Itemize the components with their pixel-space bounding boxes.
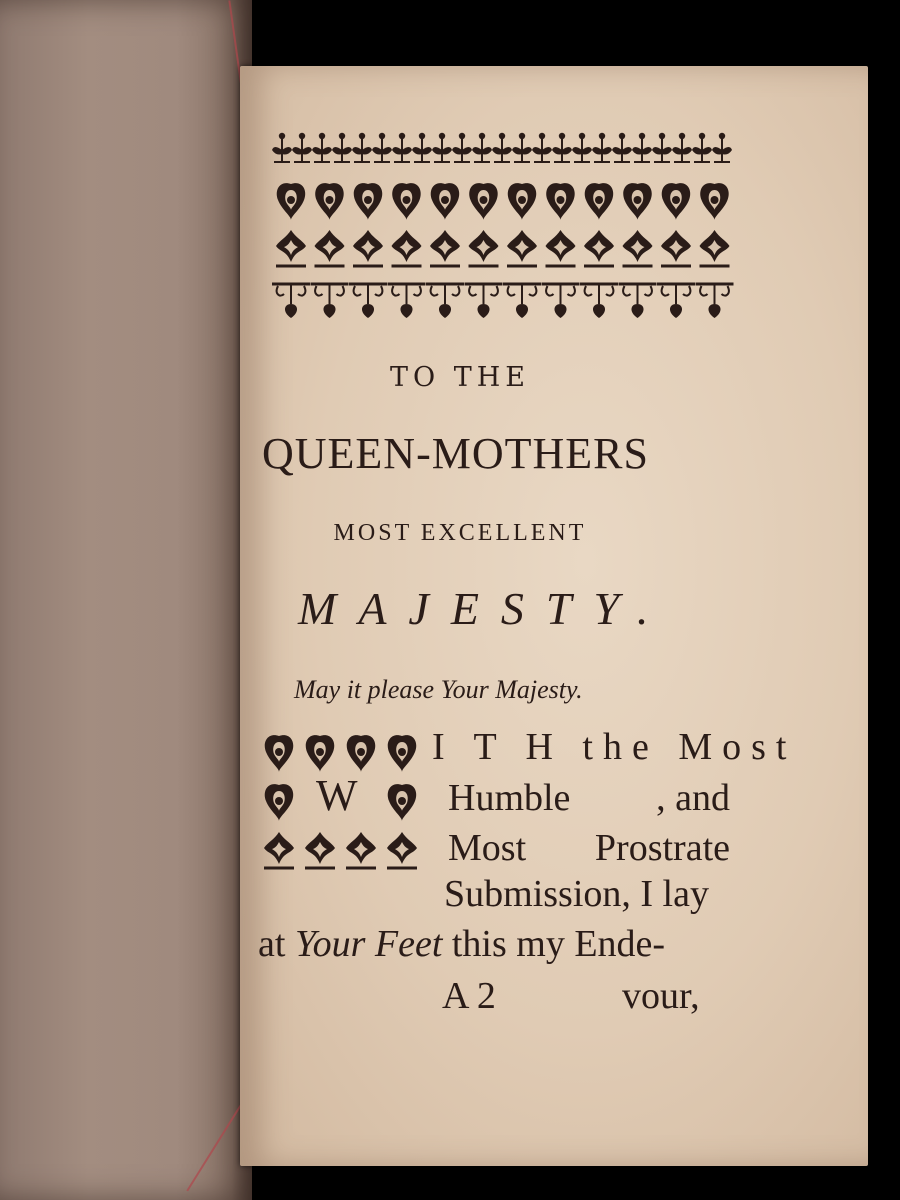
ornament-unit xyxy=(352,133,372,162)
text-line-5-end: this my Ende- xyxy=(442,923,666,965)
ornament-unit xyxy=(508,183,536,220)
text-line-3 xyxy=(448,826,730,870)
ornament-unit xyxy=(546,183,574,220)
ornament-unit xyxy=(277,183,305,220)
dropcap-frame-unit xyxy=(347,735,375,772)
ornament-unit xyxy=(552,133,572,162)
ornament-unit xyxy=(276,230,306,266)
dedication-queen-mothers: QUEEN-MOTHERS xyxy=(262,429,649,478)
drop-cap-letter: W xyxy=(316,771,358,820)
ornament-unit xyxy=(312,133,332,162)
ornament-unit xyxy=(619,284,657,318)
ornament-unit xyxy=(392,133,412,162)
dropcap-frame-unit xyxy=(388,784,416,821)
ornament-unit xyxy=(465,284,503,318)
ornament-unit xyxy=(657,284,695,318)
ornament-unit xyxy=(623,230,653,266)
ornament-unit xyxy=(430,230,460,266)
text-line-3-end: Prostrate xyxy=(594,827,730,869)
ornament-unit xyxy=(432,133,452,162)
dedication-majesty: MAJESTY. xyxy=(298,583,671,634)
ornament-unit xyxy=(661,230,691,266)
ornament-unit xyxy=(392,183,420,220)
ornament-unit xyxy=(431,183,459,220)
ornament-unit xyxy=(692,133,712,162)
ornament-unit xyxy=(662,183,690,220)
ornament-unit xyxy=(546,230,576,266)
ornament-unit xyxy=(388,284,426,318)
text-line-2 xyxy=(448,776,730,820)
dedication-most-excellent: MOST EXCELLENT xyxy=(333,520,587,546)
ornament-unit xyxy=(272,284,310,318)
ornament-unit xyxy=(412,133,432,162)
ornament-unit xyxy=(572,133,592,162)
ornament-unit xyxy=(332,133,352,162)
ornament-unit xyxy=(452,133,472,162)
printers-flower-band-icon xyxy=(272,128,734,324)
ornament-unit xyxy=(672,133,692,162)
text-line-1-content: I T H the Most xyxy=(432,726,797,768)
text-line-5-italic: Your Feet xyxy=(294,923,443,965)
ornament-unit xyxy=(469,183,497,220)
ornament-unit xyxy=(372,133,392,162)
ornament-unit xyxy=(542,284,580,318)
ornament-unit xyxy=(585,183,613,220)
ornament-unit xyxy=(469,230,499,266)
ornament-unit xyxy=(700,183,728,220)
ornament-unit xyxy=(580,284,618,318)
ornament-unit xyxy=(349,284,387,318)
text-line-5 xyxy=(258,922,665,966)
ornament-unit xyxy=(354,183,382,220)
ornament-unit xyxy=(507,230,537,266)
ornament-unit xyxy=(311,284,349,318)
ornament-unit xyxy=(612,133,632,162)
ornament-unit xyxy=(503,284,541,318)
ornament-unit xyxy=(315,230,345,266)
text-line-5-start: at xyxy=(258,923,295,965)
ornament-unit xyxy=(472,133,492,162)
ornament-unit xyxy=(392,230,422,266)
dedication-to-the: TO THE xyxy=(390,362,530,393)
dropcap-frame-unit xyxy=(305,832,335,868)
ornament-unit xyxy=(426,284,464,318)
ornament-unit xyxy=(353,230,383,266)
ornament-unit xyxy=(584,230,614,266)
ornament-unit xyxy=(712,133,732,162)
dropcap-frame-unit xyxy=(387,832,417,868)
signature-mark: A 2 xyxy=(442,975,496,1017)
text-line-1 xyxy=(432,725,797,769)
ornament-unit xyxy=(623,183,651,220)
ornament-unit xyxy=(512,133,532,162)
ornament-unit xyxy=(592,133,612,162)
ornament-unit xyxy=(652,133,672,162)
dropcap-frame-unit xyxy=(265,784,293,821)
ornament-unit xyxy=(292,133,312,162)
dropcap-frame-unit xyxy=(388,735,416,772)
dropcap-frame-unit xyxy=(265,735,293,772)
ornament-unit xyxy=(492,133,512,162)
dropcap-frame-unit xyxy=(306,735,334,772)
text-line-4: Submission, I lay xyxy=(444,873,709,915)
ornament-unit xyxy=(632,133,652,162)
ornament-unit xyxy=(532,133,552,162)
ornament-unit xyxy=(700,230,730,266)
text-line-2-end: , and xyxy=(656,777,730,819)
text-line-2-start: Humble xyxy=(448,777,571,819)
floral-dropcap-frame-icon xyxy=(258,728,424,876)
dropcap-frame-unit xyxy=(264,832,294,868)
ornament-unit xyxy=(272,133,292,162)
salutation: May it please Your Majesty. xyxy=(294,675,583,704)
left-facing-page xyxy=(0,0,252,1200)
dropcap-frame-unit xyxy=(346,832,376,868)
ornament-unit xyxy=(696,284,734,318)
text-line-3-start: Most xyxy=(448,827,527,869)
ornament-unit xyxy=(315,183,343,220)
catchword: vour, xyxy=(622,975,700,1017)
